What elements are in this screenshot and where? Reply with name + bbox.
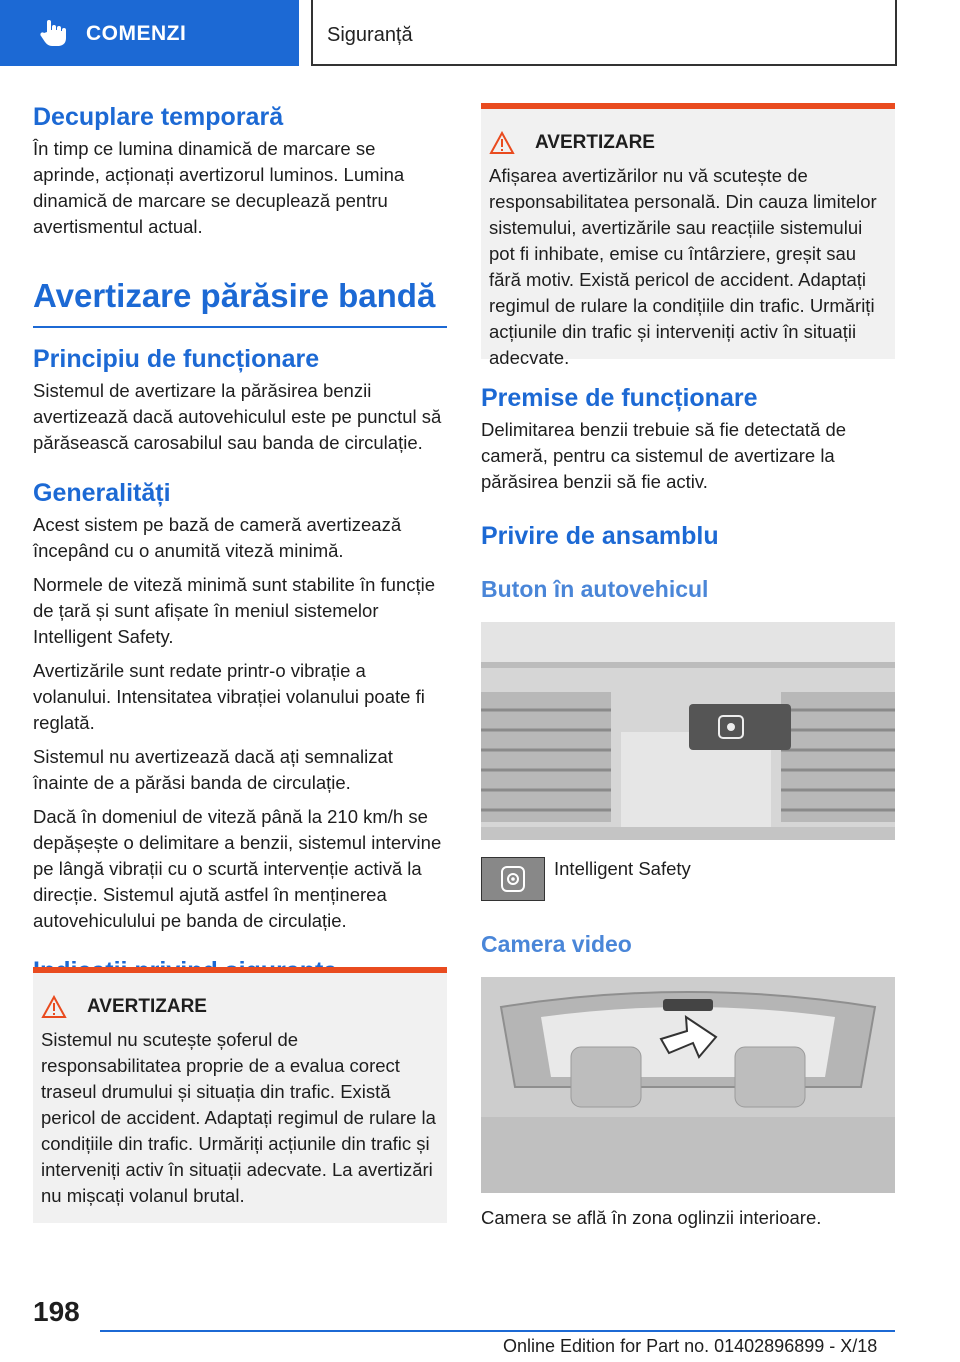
paragraph-principiu: Sistemul de avertizare la părăsirea benzii avertizează dacă autovehiculul este pe punctul să părăsească carosabilul sau banda de circulație. [33,380,442,453]
warning-title [41,995,439,1019]
camera-image [481,977,895,1193]
dashboard-button-image [481,622,895,840]
intelligent-safety-icon [482,858,544,900]
heading-camera: Camera video [481,931,632,957]
warning-triangle-icon [41,995,67,1019]
warning-text: Sistemul nu scutește șoferul de responsabilitatea proprie de a evalua corect traseul drumului și situația din trafic. Există pericol de accident. Adaptați regimul de rulare la condițiile din trafic. Urmăriți acțiunile din trafic și interveniți activ în situații adecvate. La avertizări nu mișcați volanul brutal. [41,1029,436,1206]
heading-principiu: Principiu de funcționare [33,345,320,373]
warning-title-text: AVERTIZARE [87,996,207,1017]
left-column [33,100,447,986]
paragraph-premise: Delimitarea benzii trebuie să fie detectată de cameră, pentru ca sistemul de avertizare la părăsirea benzii să fie activ. [481,419,847,492]
paragraph-gen-3: Avertizările sunt redate printr-o vibrație a volanului. Intensitatea vibrației volanului poate fi reglată. [33,660,425,733]
edition-text: Online Edition for Part no. 01402896899 - X/18 [503,1336,878,1356]
button-label: Intelligent Safety [554,858,691,879]
divider [33,326,447,328]
heading-buton: Buton în autovehicul [481,576,709,602]
page-number: 198 [33,1296,80,1327]
tab-section[interactable] [311,0,897,66]
tab-commands[interactable] [0,0,299,66]
paragraph-gen-1: Acest sistem pe bază de cameră avertizează începând cu o anumită viteză minimă. [33,514,402,561]
tab-section-label: Siguranță [327,24,413,46]
heading-privire: Privire de ansamblu [481,522,719,550]
page-header [0,0,960,66]
paragraph-gen-2: Normele de viteză minimă sunt stabilite în funcție de țară și sunt afișate în meniul sistemelor Intelligent Safety. [33,574,436,647]
heading-decuplare: Decuplare temporară [33,103,284,131]
footer-rule [100,1330,895,1332]
paragraph-decuplare: În timp ce lumina dinamică de marcare se aprinde, acționați avertizorul luminos. Lumina dinamică de marcare se decuplează pentru avertismentul actual. [33,138,405,237]
hand-pointer-icon [38,18,68,48]
right-column [481,383,895,603]
warning-title [489,131,887,155]
heading-avertizare: Avertizare părăsire bandă [33,277,436,314]
warning-title-text: AVERTIZARE [535,132,655,153]
heading-premise: Premise de funcționare [481,384,758,412]
warning-box-right [481,103,895,368]
camera-caption: Camera se află în zona oglinzii interioare. [481,1207,822,1228]
warning-text: Afișarea avertizărilor nu vă scutește de responsabilitatea personală. Din cauza limitelor sistemului, avertizările sau reacțiile sistemului pot fi inhibate, emise cu întârziere, greșit sau fără motiv. Există pericol de accident. Adaptați regimul de rulare la condițiile din trafic. Urmăriți acțiunile din trafic și interveniți activ în situații adecvate. [489,165,877,368]
heading-generalitati: Generalități [33,479,171,507]
warning-triangle-icon [489,131,515,155]
paragraph-gen-5: Dacă în domeniul de viteză până la 210 km/h se depășește o delimitare a benzii, sistemul intervine pe lângă vibrații cu o scurtă intervenție activă la direcție. Sistemul ajută astfel în menținerea autovehiculului pe banda de circulație. [33,806,442,931]
intelligent-safety-button[interactable] [481,857,545,901]
dashboard-illustration [481,622,895,840]
warning-box-left [33,967,447,1223]
paragraph-gen-4: Sistemul nu avertizează dacă ați semnalizat înainte de a părăsi banda de circulație. [33,746,393,793]
tab-commands-label: COMENZI [86,22,187,45]
rear-view-illustration [481,977,895,1193]
